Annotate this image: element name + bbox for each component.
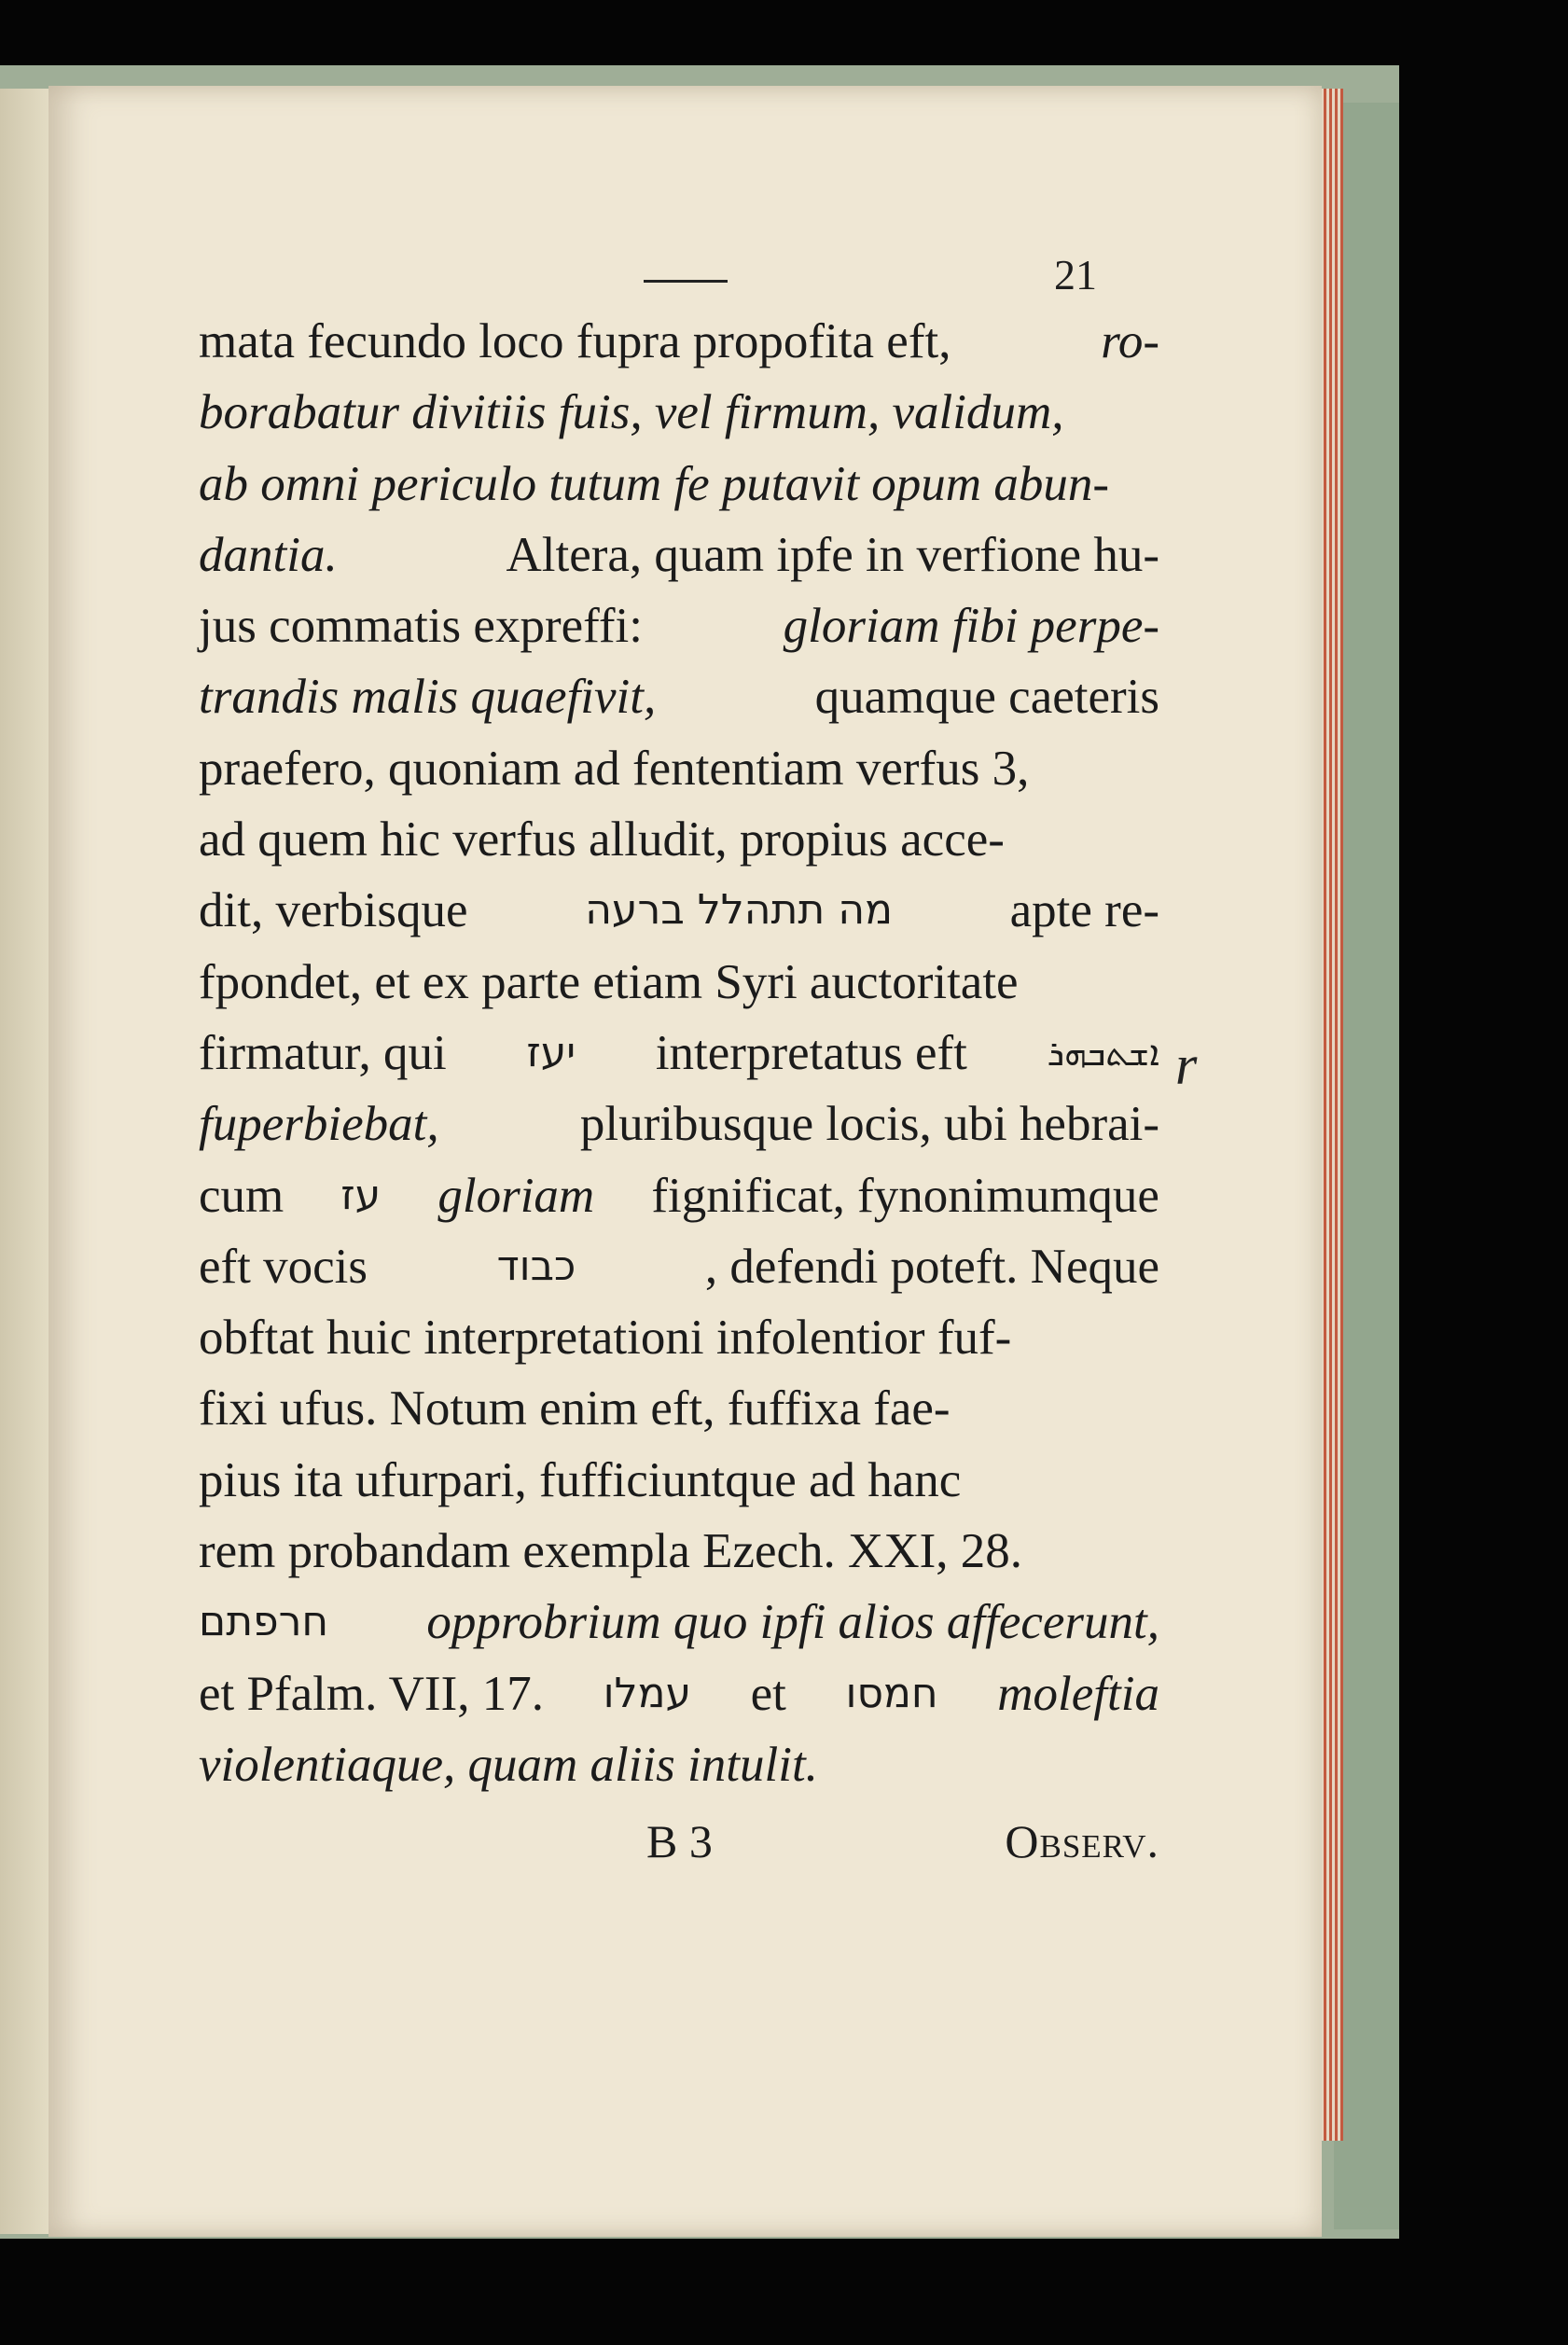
- text-segment: ab omni periculo tutum fe putavit opum abun-: [199, 456, 1109, 511]
- text-line: [199, 449, 1159, 520]
- text-segment: mata fecundo loco fupra propofita eft,: [199, 314, 951, 368]
- hebrew-word: עז: [340, 1171, 382, 1219]
- body-text: [199, 306, 1159, 1800]
- text-segment: firmatur, qui: [199, 1025, 447, 1080]
- text-line: [199, 1302, 1159, 1373]
- text-segment: moleftia: [997, 1666, 1159, 1721]
- text-segment: violentiaque, quam aliis intulit.: [199, 1737, 818, 1792]
- text-segment: praefero, quoniam ad fententiam verfus 3,: [199, 741, 1030, 796]
- text-segment: apte re-: [1009, 883, 1159, 938]
- text-line: [199, 947, 1159, 1018]
- text-segment: , defendi poteft. Neque: [704, 1239, 1159, 1294]
- text-segment: fignificat, fynonimumque: [651, 1168, 1159, 1223]
- text-segment: et Pfalm. VII, 17.: [199, 1666, 544, 1721]
- text-line: [199, 875, 1159, 946]
- text-line: [199, 1516, 1159, 1587]
- hebrew-word: חמסו: [845, 1669, 938, 1717]
- text-segment: fixi ufus. Notum enim eft, fuffixa fae-: [199, 1381, 951, 1436]
- text-line: [199, 1160, 1159, 1231]
- text-line: [199, 1373, 1159, 1444]
- text-line: [199, 1089, 1159, 1159]
- text-line: [199, 1587, 1159, 1658]
- text-line: [199, 1658, 1159, 1729]
- text-line: [199, 1231, 1159, 1302]
- text-line: [199, 733, 1159, 804]
- hebrew-word: יעז: [526, 1028, 576, 1076]
- text-line: [199, 661, 1159, 732]
- text-line: [199, 377, 1159, 448]
- hebrew-word: עמלו: [603, 1669, 692, 1717]
- text-segment: trandis malis quaefivit,: [199, 670, 657, 725]
- text-segment: pluribusque locis, ubi hebrai-: [579, 1097, 1159, 1152]
- book-cover-edge: [1334, 103, 1399, 2229]
- book-gutter: [0, 89, 49, 2234]
- text-segment: pius ita ufurpari, fufficiuntque ad hanc: [199, 1452, 962, 1507]
- text-segment: obftat huic interpretationi infolentior fuf-: [199, 1311, 1012, 1366]
- text-segment: ro-: [1101, 314, 1159, 368]
- text-segment: fpondet, et ex parte etiam Syri auctoritate: [199, 954, 1019, 1009]
- text-segment: jus commatis expreffi:: [199, 599, 643, 654]
- text-segment: gloriam: [437, 1168, 595, 1223]
- text-segment: gloriam fibi perpe-: [783, 599, 1159, 654]
- syriac-word: ܐܫܬܒܗܪ: [1047, 1032, 1159, 1074]
- text-line: [199, 306, 1159, 377]
- text-segment: dantia.: [199, 527, 338, 582]
- hebrew-word: כבוד: [496, 1242, 576, 1290]
- text-line: [199, 1729, 1159, 1800]
- text-segment: interpretatus eft: [655, 1025, 967, 1080]
- margin-note: r: [1175, 1034, 1198, 1096]
- text-segment: fuperbiebat,: [199, 1097, 439, 1152]
- text-segment: eft vocis: [199, 1239, 368, 1294]
- text-segment: ad quem hic verfus alludit, propius acce-: [199, 812, 1005, 867]
- hebrew-word: חרפתם: [199, 1598, 329, 1646]
- page-footer: [199, 1814, 1159, 1880]
- text-line: [199, 804, 1159, 875]
- text-line: [199, 1018, 1159, 1089]
- text-line: [199, 1445, 1159, 1516]
- text-line: [199, 520, 1159, 590]
- text-segment: cum: [199, 1168, 284, 1223]
- hebrew-word: מה תתהלל ברעה: [585, 886, 893, 935]
- text-line: [199, 590, 1159, 661]
- signature-mark: B 3: [646, 1815, 713, 1867]
- header-rule: [644, 280, 728, 283]
- text-segment: Altera, quam ipfe in verfione hu-: [506, 527, 1159, 582]
- text-segment: quamque caeteris: [814, 670, 1159, 725]
- catchword: Observ.: [1005, 1815, 1159, 1867]
- text-segment: borabatur divitiis fuis, vel firmum, validum,: [199, 385, 1064, 440]
- text-segment: opprobrium quo ipfi alios affecerunt,: [426, 1595, 1159, 1650]
- text-segment: rem probandam exempla Ezech. XXI, 28.: [199, 1524, 1022, 1579]
- page-number: 21: [1054, 251, 1097, 298]
- text-segment: dit, verbisque: [199, 883, 468, 938]
- text-segment: et: [750, 1666, 786, 1721]
